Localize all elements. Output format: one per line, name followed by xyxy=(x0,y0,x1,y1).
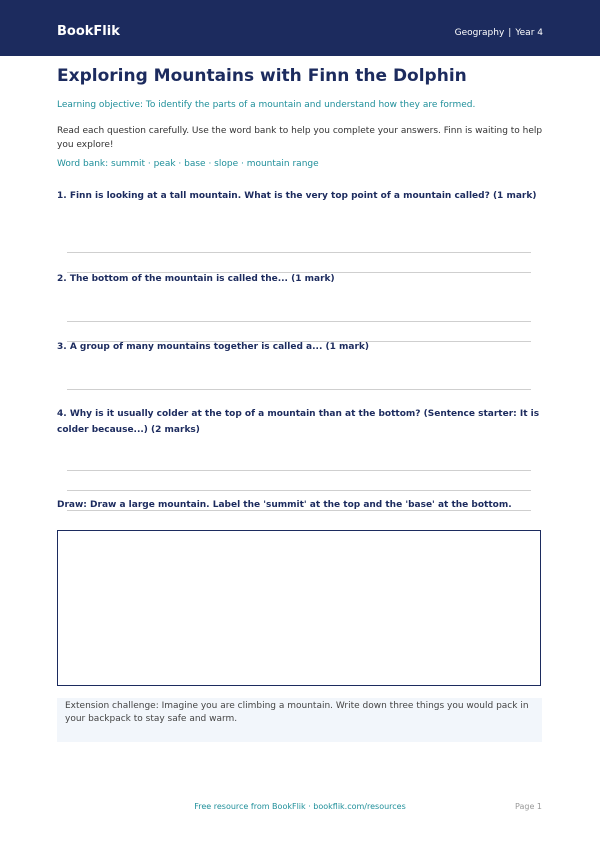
answer-line[interactable] xyxy=(67,470,531,471)
brand-logo: BookFlik xyxy=(57,24,120,39)
drawing-area[interactable] xyxy=(57,530,541,686)
page-number: Page 1 xyxy=(515,802,542,811)
subject-year-label xyxy=(455,28,543,38)
answer-line[interactable] xyxy=(67,389,531,390)
instructions: Read each question carefully. Use the word bank to help you complete your answers. Finn is waiting to help you explore! xyxy=(57,126,543,150)
top-banner xyxy=(0,0,600,56)
footer-link[interactable]: Free resource from BookFlik · bookflik.com/resources xyxy=(194,802,406,811)
answer-line[interactable] xyxy=(67,510,531,511)
question-2: 2. The bottom of the mountain is called the... (1 mark) xyxy=(57,274,335,284)
answer-line[interactable] xyxy=(67,490,531,491)
year-label: Year 4 xyxy=(515,28,543,38)
separator: | xyxy=(508,28,512,38)
page-title: Exploring Mountains with Finn the Dolphin xyxy=(57,66,467,86)
question-3: 3. A group of many mountains together is called a... (1 mark) xyxy=(57,342,369,352)
learning-objective: Learning objective: To identify the parts of a mountain and understand how they are formed. xyxy=(57,100,476,110)
subject-label: Geography xyxy=(454,28,505,38)
extension-challenge: Extension challenge: Imagine you are climbing a mountain. Write down three things you would pack in your backpack to stay safe and warm. xyxy=(57,698,542,742)
question-1: 1. Finn is looking at a tall mountain. What is the very top point of a mountain called? (1 mark) xyxy=(57,191,537,201)
word-bank: Word bank: summit · peak · base · slope · mountain range xyxy=(57,159,319,169)
answer-line[interactable] xyxy=(67,252,531,253)
question-4: 4. Why is it usually colder at the top of a mountain than at the bottom? (Sentence starter: It is colder because...) (2 marks) xyxy=(57,409,540,435)
answer-line[interactable] xyxy=(67,321,531,322)
draw-prompt: Draw: Draw a large mountain. Label the 'summit' at the top and the 'base' at the bottom. xyxy=(57,500,512,510)
